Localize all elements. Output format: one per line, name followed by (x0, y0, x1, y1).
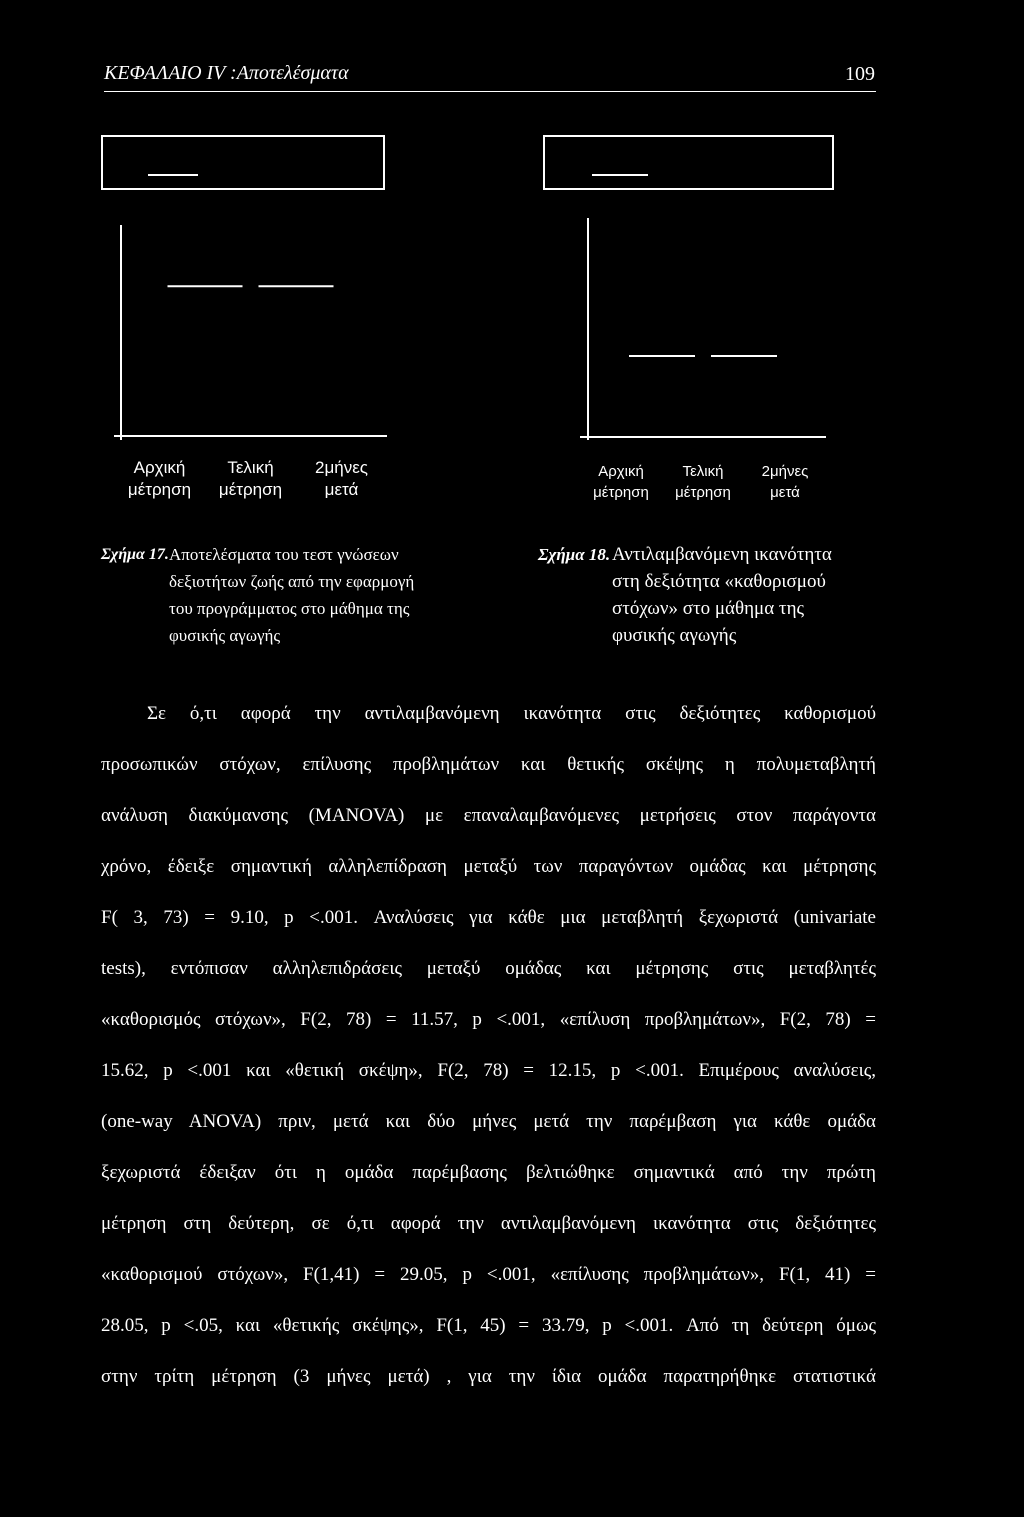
x-tick-label: Τελική μέτρηση (218, 458, 283, 499)
chapter-title: ΚΕΦΑΛΑΙΟ IV :Αποτελέσματα (104, 62, 349, 84)
body-line: 15.62, p <.001 και «θετική σκέψη», F(2, 78) = 12.15, p <.001. Επιμέρους αναλύσεις, (101, 1060, 876, 1081)
body-line: tests), εντόπισαν αλληλεπιδράσεις μεταξύ ομάδας και μέτρησης στις μεταβλητές (101, 958, 876, 979)
header-rule (104, 91, 876, 92)
body-line: μέτρηση στη δεύτερη, σε ό,τι αφορά την αντιλαμβανόμενη ικανότητα στις δεξιότητες (101, 1213, 876, 1234)
x-tick-label: Αρχική μέτρηση (127, 458, 192, 499)
chart-legend-box (101, 135, 385, 190)
figure-label: Σχήμα 18. (538, 545, 611, 564)
body-line: «καθορισμού στόχων», F(1,41) = 29.05, p <.001, «επίλυσης προβλημάτων», F(1, 41) = (101, 1264, 876, 1285)
caption-line: στη δεξιότητα «καθορισμού (612, 571, 826, 592)
figure-18-caption (538, 541, 878, 651)
caption-text (169, 541, 414, 649)
x-tick-label: Τελική μέτρηση (675, 463, 731, 501)
body-paragraph (101, 688, 876, 1402)
caption-line: φυσικής αγωγής (612, 625, 737, 646)
body-line: ανάλυση διακύμανσης (MANOVA) με επαναλαμβανόμενες μετρήσεις στον παράγοντα (101, 805, 876, 826)
legend-line-sample (592, 174, 648, 176)
x-tick-label: 2μήνες μετά (761, 463, 809, 501)
caption-line: δεξιοτήτων ζωής από την εφαρμογή (169, 572, 415, 591)
x-tick-label: 2μήνες μετά (315, 458, 368, 499)
x-tick-label: Αρχική μέτρηση (593, 463, 649, 501)
body-line: προσωπικών στόχων, επίλυσης προβλημάτων και θετικής σκέψης η πολυμεταβλητή (101, 754, 876, 775)
caption-line: του προγράμματος στο μάθημα της (169, 599, 410, 618)
chart-legend-box (543, 135, 834, 190)
caption-line: φυσικής αγωγής (169, 626, 281, 645)
chart-plot-area (100, 210, 400, 450)
body-line: ξεχωριστά έδειξαν ότι η ομάδα παρέμβασης βελτιώθηκε σημαντικά από την πρώτη (101, 1162, 876, 1183)
body-line: F( 3, 73) = 9.10, p <.001. Αναλύσεις για κάθε μια μεταβλητή ξεχωριστά (univariate (101, 907, 876, 928)
caption-line: στόχων» στο μάθημα της (612, 598, 805, 619)
line-chart-figure-17 (100, 210, 400, 510)
figure-17-caption (101, 541, 441, 651)
body-line: (one-way ANOVA) πριν, μετά και δύο μήνες μετά την παρέμβαση για κάθε ομάδα (101, 1111, 876, 1132)
body-line: στην τρίτη μέτρηση (3 μήνες μετά) , για την ίδια ομάδα παρατηρήθηκε στατιστικά (101, 1366, 876, 1387)
body-line: «καθορισμός στόχων», F(2, 78) = 11.57, p <.001, «επίλυση προβλημάτων», F(2, 78) = (101, 1009, 876, 1030)
figure-label: Σχήμα 17. (101, 546, 169, 563)
body-line: χρόνο, έδειξε σημαντική αλληλεπίδραση μεταξύ των παραγόντων ομάδας και μέτρησης (101, 856, 876, 877)
caption-line: Αποτελέσματα του τεστ γνώσεων (169, 545, 399, 564)
line-chart-figure-18 (570, 210, 840, 510)
legend-line-sample (148, 174, 198, 176)
body-line: Σε ό,τι αφορά την αντιλαμβανόμενη ικανότητα στις δεξιότητες καθορισμού (147, 703, 876, 724)
body-line: 28.05, p <.05, και «θετικής σκέψης», F(1, 45) = 33.79, p <.001. Από τη δεύτερη όμως (101, 1315, 876, 1336)
caption-line: Αντιλαμβανόμενη ικανότητα (612, 544, 832, 565)
page-number: 109 (845, 63, 875, 85)
chart-plot-area (570, 210, 840, 450)
caption-text (612, 541, 832, 649)
